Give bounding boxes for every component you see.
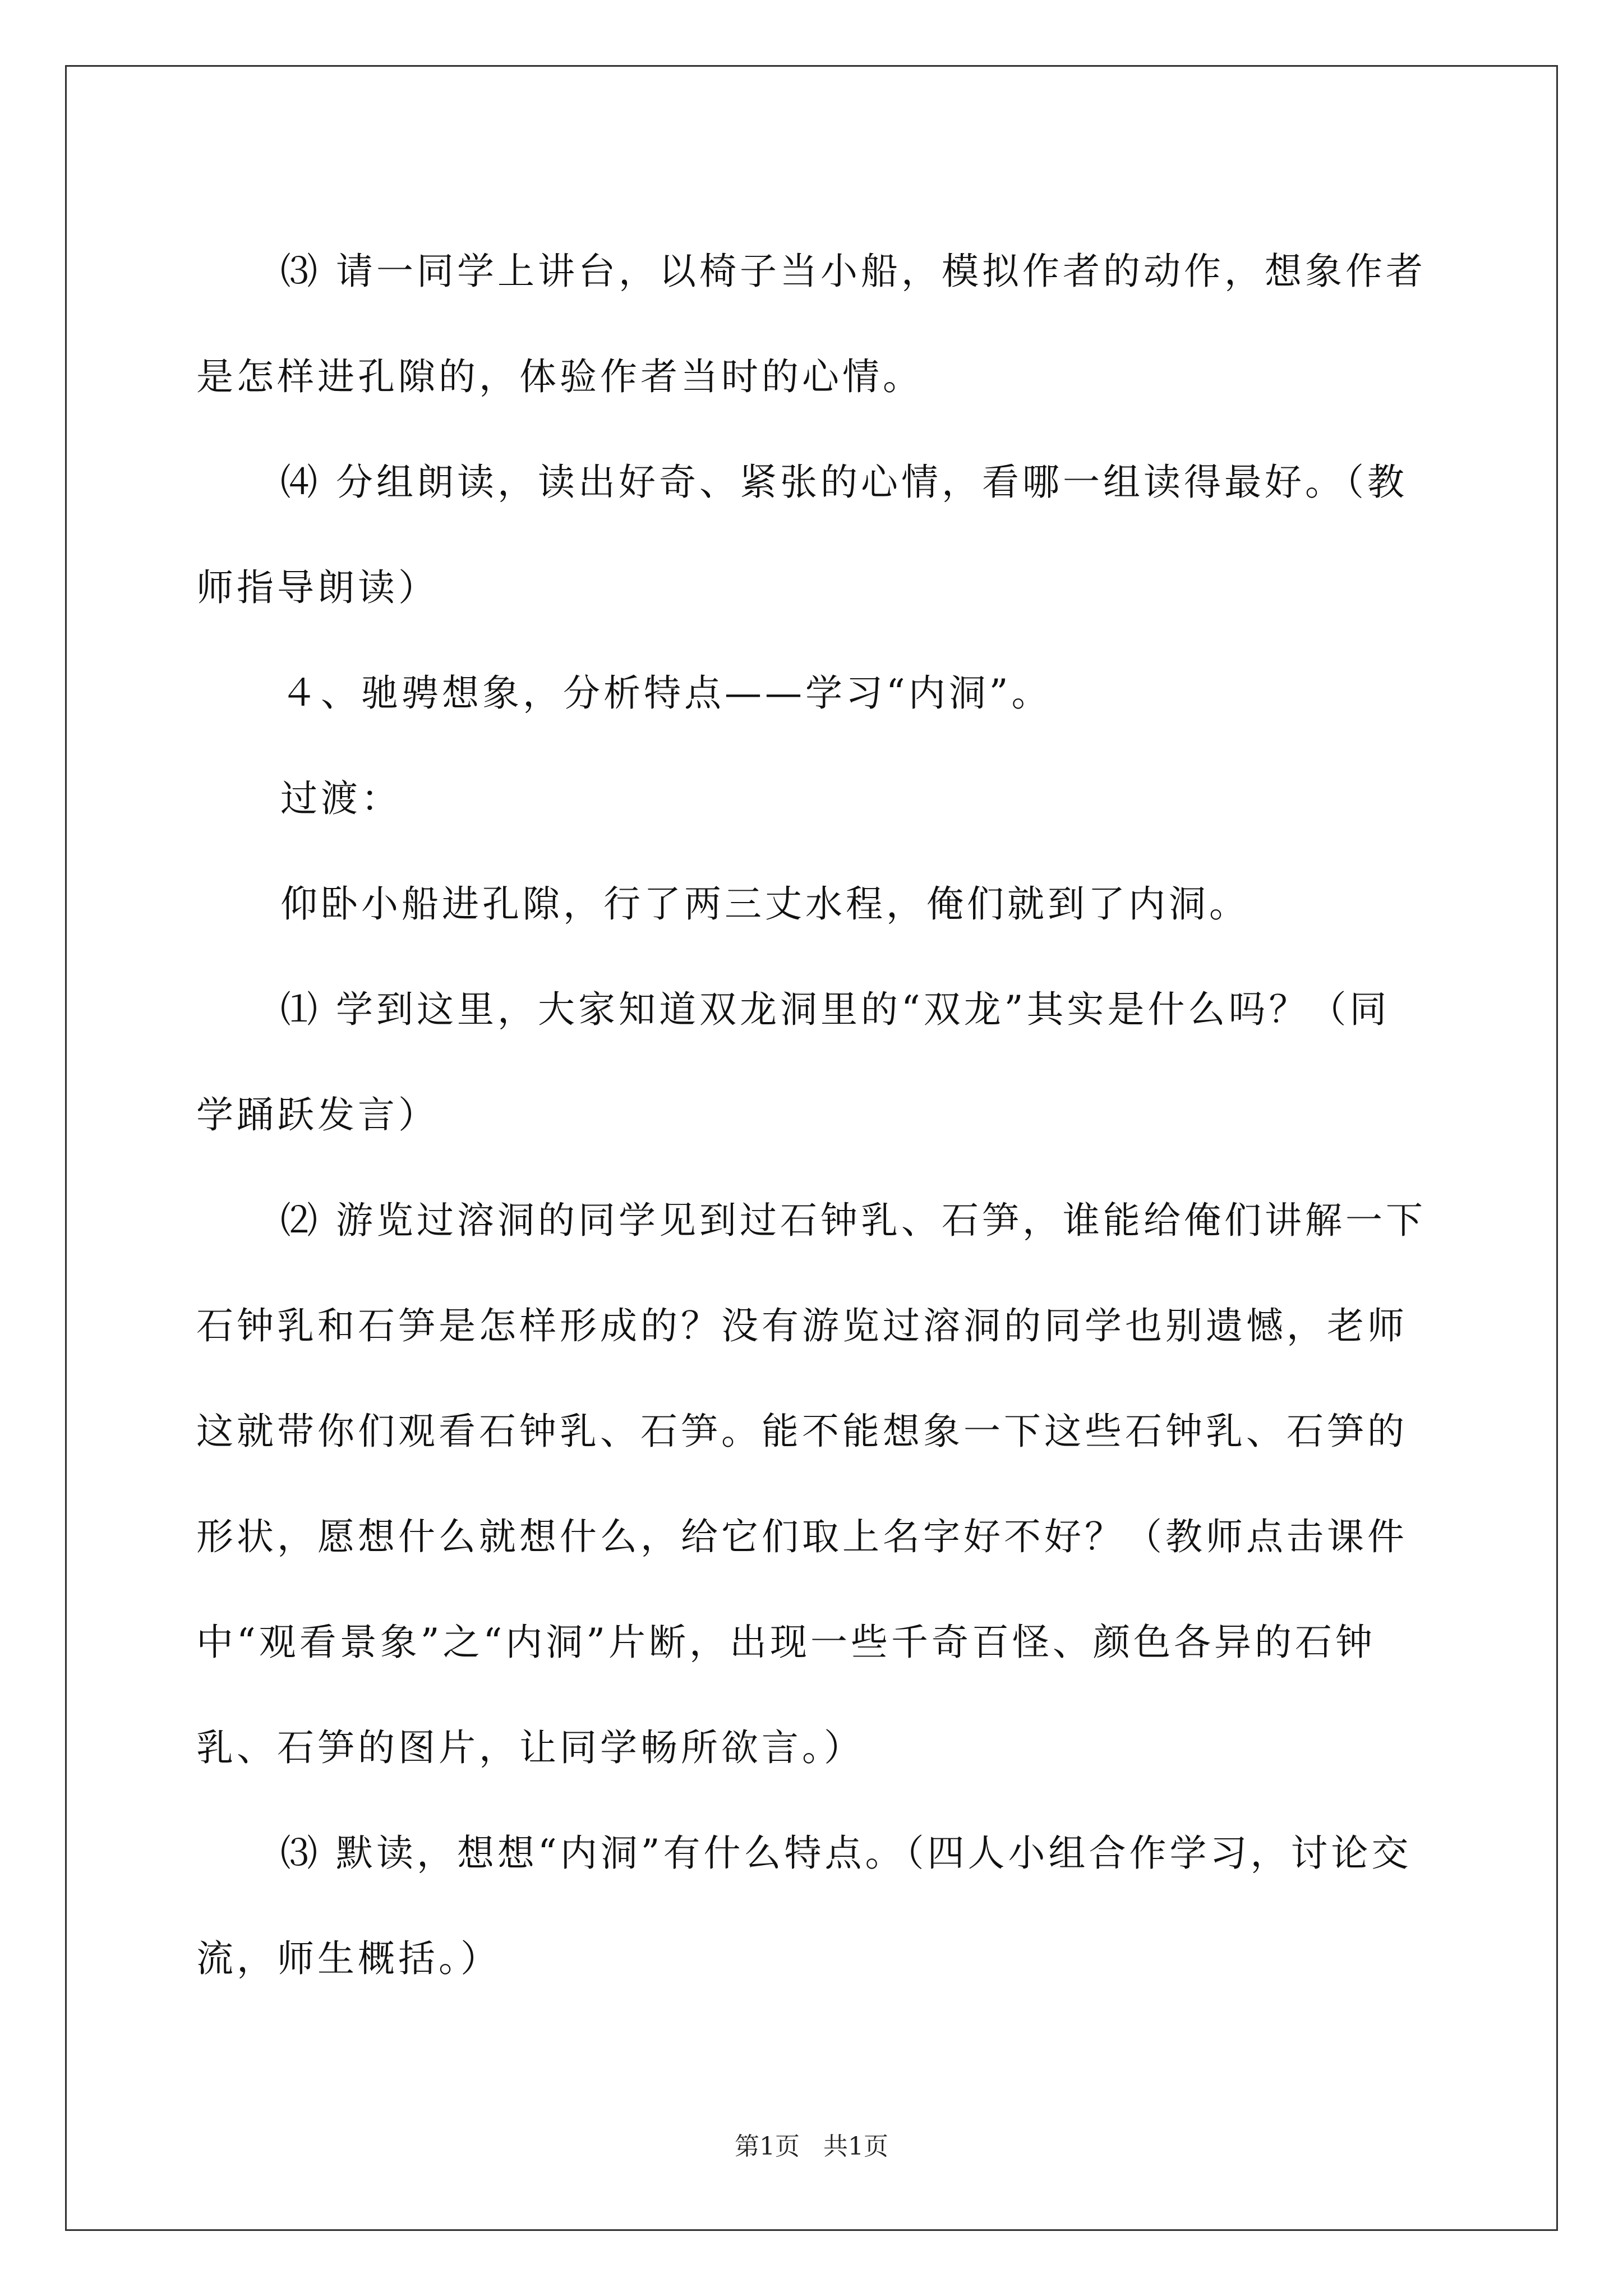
paragraph-2: ⑷ 分组朗读，读出好奇、紧张的心情，看哪一组读得最好。（教师指导朗读） <box>196 461 1408 609</box>
page-footer <box>0 2126 1623 2162</box>
page-total: 共1页 <box>823 2132 888 2161</box>
paragraph-7: ⑵ 游览过溶洞的同学见到过石钟乳、石笋，谁能给俺们讲解一下石钟乳和石笋是怎样形成的？没有游览过溶洞的同学也别遗憾，老师这就带你们观看石钟乳、石笋。能不能想象一下这些石钟乳、石笋的形状，愿想什么就想什么，给它们取上名字好不好？（教师点击课件中“观看景象”之“内洞”片断，出现一些千奇百怪、颜色各异的石钟乳、石笋的图片，让同学畅所欲言。） <box>196 1199 1426 1769</box>
paragraph-4: 过渡： <box>280 777 402 820</box>
paragraph-1: ⑶ 请一同学上讲台，以椅子当小船，模拟作者的动作，想象作者是怎样进孔隙的，体验作者当时的心情。 <box>196 250 1426 398</box>
document-body <box>196 219 1427 2012</box>
paragraph-3: ４、驰骋想象，分析特点——学习“内洞”。 <box>280 671 1052 715</box>
paragraph-6: ⑴ 学到这里，大家知道双龙洞里的“双龙”其实是什么吗？（同学踊跃发言） <box>196 988 1390 1137</box>
page-number: 第1页 <box>735 2132 800 2161</box>
paragraph-5: 仰卧小船进孔隙，行了两三丈水程，俺们就到了内洞。 <box>280 882 1249 926</box>
paragraph-8: ⑶ 默读，想想“内洞”有什么特点。（四人小组合作学习，讨论交流，师生概括。） <box>196 1832 1412 1980</box>
